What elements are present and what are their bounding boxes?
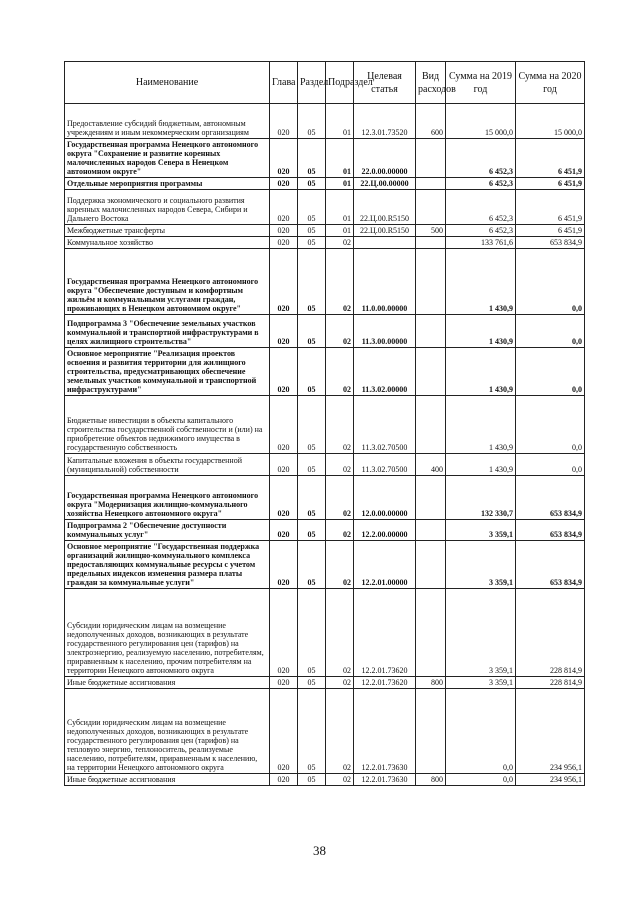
row-sum-2020: 653 834,9 bbox=[516, 520, 585, 541]
col-header-sum-2019: Сумма на 2019 год bbox=[446, 62, 516, 104]
table-row bbox=[65, 774, 585, 786]
row-target-article: 12.2.01.73620 bbox=[354, 589, 416, 677]
row-section: 05 bbox=[298, 178, 326, 190]
row-sum-2020: 6 451,9 bbox=[516, 139, 585, 178]
row-sum-2019: 0,0 bbox=[446, 689, 516, 774]
row-section: 05 bbox=[298, 589, 326, 677]
row-sum-2019: 6 452,3 bbox=[446, 139, 516, 178]
row-section: 05 bbox=[298, 104, 326, 139]
row-chapter: 020 bbox=[270, 139, 298, 178]
row-section: 05 bbox=[298, 190, 326, 225]
row-section: 05 bbox=[298, 454, 326, 476]
row-target-article: 12.2.01.73630 bbox=[354, 774, 416, 786]
row-section: 05 bbox=[298, 139, 326, 178]
row-sum-2020: 228 814,9 bbox=[516, 589, 585, 677]
row-subsection: 01 bbox=[326, 104, 354, 139]
row-chapter: 020 bbox=[270, 396, 298, 454]
table-body bbox=[65, 104, 585, 786]
row-expense-type: 800 bbox=[416, 677, 446, 689]
row-sum-2020: 0,0 bbox=[516, 348, 585, 396]
page-number: 38 bbox=[313, 843, 326, 858]
col-header-subsection: Подраздел bbox=[326, 62, 354, 104]
row-chapter: 020 bbox=[270, 104, 298, 139]
row-subsection: 01 bbox=[326, 178, 354, 190]
row-sum-2019: 1 430,9 bbox=[446, 454, 516, 476]
table-row bbox=[65, 178, 585, 190]
row-expense-type bbox=[416, 589, 446, 677]
budget-table bbox=[64, 61, 585, 786]
row-chapter: 020 bbox=[270, 454, 298, 476]
row-chapter: 020 bbox=[270, 677, 298, 689]
row-target-article: 12.3.01.73520 bbox=[354, 104, 416, 139]
row-expense-type bbox=[416, 348, 446, 396]
row-sum-2019: 1 430,9 bbox=[446, 315, 516, 348]
row-section: 05 bbox=[298, 476, 326, 520]
row-sum-2020: 234 956,1 bbox=[516, 774, 585, 786]
table-header-row bbox=[65, 62, 585, 104]
row-sum-2019: 3 359,1 bbox=[446, 541, 516, 589]
row-chapter: 020 bbox=[270, 249, 298, 315]
row-name: Государственная программа Ненецкого автономного округа "Обеспечение доступным и комфортным жильём и коммунальными услугами граждан, проживающих в Ненецком автономном округе" bbox=[65, 249, 270, 315]
row-sum-2020: 653 834,9 bbox=[516, 237, 585, 249]
row-target-article: 11.0.00.00000 bbox=[354, 249, 416, 315]
table-row bbox=[65, 454, 585, 476]
table-row bbox=[65, 689, 585, 774]
col-header-chapter: Глава bbox=[270, 62, 298, 104]
row-subsection: 02 bbox=[326, 237, 354, 249]
row-subsection: 02 bbox=[326, 520, 354, 541]
row-section: 05 bbox=[298, 677, 326, 689]
row-section: 05 bbox=[298, 225, 326, 237]
col-header-name: Наименование bbox=[65, 62, 270, 104]
row-sum-2020: 15 000,0 bbox=[516, 104, 585, 139]
table-row bbox=[65, 677, 585, 689]
row-name: Иные бюджетные ассигнования bbox=[65, 774, 270, 786]
table-row bbox=[65, 396, 585, 454]
row-expense-type bbox=[416, 541, 446, 589]
row-target-article: 11.3.02.70500 bbox=[354, 396, 416, 454]
row-target-article: 22.Ц.00.R5150 bbox=[354, 190, 416, 225]
row-target-article: 12.0.00.00000 bbox=[354, 476, 416, 520]
row-sum-2019: 15 000,0 bbox=[446, 104, 516, 139]
row-expense-type bbox=[416, 396, 446, 454]
row-name: Подпрограмма 3 "Обеспечение земельных участков коммунальной и транспортной инфраструктурами в целях жилищного строительства" bbox=[65, 315, 270, 348]
row-target-article: 11.3.02.70500 bbox=[354, 454, 416, 476]
row-expense-type bbox=[416, 237, 446, 249]
row-target-article: 11.3.02.00000 bbox=[354, 348, 416, 396]
row-sum-2019: 6 452,3 bbox=[446, 178, 516, 190]
row-subsection: 02 bbox=[326, 774, 354, 786]
row-sum-2019: 3 359,1 bbox=[446, 520, 516, 541]
row-section: 05 bbox=[298, 249, 326, 315]
row-subsection: 02 bbox=[326, 454, 354, 476]
table-row bbox=[65, 589, 585, 677]
row-sum-2020: 0,0 bbox=[516, 249, 585, 315]
row-expense-type: 400 bbox=[416, 454, 446, 476]
row-subsection: 01 bbox=[326, 225, 354, 237]
row-sum-2019: 1 430,9 bbox=[446, 249, 516, 315]
row-subsection: 02 bbox=[326, 348, 354, 396]
row-name: Подпрограмма 2 "Обеспечение доступности коммунальных услуг" bbox=[65, 520, 270, 541]
row-sum-2019: 1 430,9 bbox=[446, 348, 516, 396]
row-sum-2019: 132 330,7 bbox=[446, 476, 516, 520]
row-sum-2019: 1 430,9 bbox=[446, 396, 516, 454]
row-name: Государственная программа Ненецкого автономного округа "Модернизация жилищно-коммунального хозяйства Ненецкого автономного округа" bbox=[65, 476, 270, 520]
row-expense-type bbox=[416, 139, 446, 178]
row-section: 05 bbox=[298, 348, 326, 396]
row-target-article: 12.2.01.73620 bbox=[354, 677, 416, 689]
row-subsection: 02 bbox=[326, 589, 354, 677]
row-target-article: 11.3.00.00000 bbox=[354, 315, 416, 348]
row-name: Основное мероприятие "Реализация проектов освоения и развития территории для жилищного строительства, предусматривающих обеспечение земельных участков коммунальной и транспортной инфраструктурами" bbox=[65, 348, 270, 396]
row-section: 05 bbox=[298, 689, 326, 774]
row-sum-2020: 234 956,1 bbox=[516, 689, 585, 774]
row-sum-2019: 0,0 bbox=[446, 774, 516, 786]
row-name: Предоставление субсидий бюджетным, автономным учреждениям и иным некоммерческим организациям bbox=[65, 104, 270, 139]
row-expense-type bbox=[416, 178, 446, 190]
row-subsection: 02 bbox=[326, 541, 354, 589]
row-name: Межбюджетные трансферты bbox=[65, 225, 270, 237]
table-row bbox=[65, 139, 585, 178]
row-chapter: 020 bbox=[270, 476, 298, 520]
row-expense-type: 500 bbox=[416, 225, 446, 237]
row-chapter: 020 bbox=[270, 589, 298, 677]
row-name: Капитальные вложения в объекты государственной (муниципальной) собственности bbox=[65, 454, 270, 476]
row-name: Основное мероприятие "Государственная поддержка организаций жилищно-коммунального комплекса предоставляющих коммунальные ресурсы с учетом предельных индексов изменения размера платы граждан за коммунальные услуги" bbox=[65, 541, 270, 589]
row-chapter: 020 bbox=[270, 541, 298, 589]
table-row bbox=[65, 476, 585, 520]
row-section: 05 bbox=[298, 396, 326, 454]
row-name: Бюджетные инвестиции в объекты капитального строительства государственной собственности и (или) на приобретение объектов недвижимого имущества в государственную собственность bbox=[65, 396, 270, 454]
row-name: Коммунальное хозяйство bbox=[65, 237, 270, 249]
row-expense-type bbox=[416, 520, 446, 541]
row-expense-type bbox=[416, 249, 446, 315]
row-section: 05 bbox=[298, 237, 326, 249]
row-subsection: 02 bbox=[326, 249, 354, 315]
row-name: Субсидии юридическим лицам на возмещение недополученных доходов, возникающих в результате государственного регулирования цен (тарифов) на электроэнергию, реализуемую населению, потребителям, приравненным к населению, прочим потребителям на территории Ненецкого автономного округа bbox=[65, 589, 270, 677]
row-expense-type: 800 bbox=[416, 774, 446, 786]
row-chapter: 020 bbox=[270, 348, 298, 396]
row-chapter: 020 bbox=[270, 774, 298, 786]
row-section: 05 bbox=[298, 520, 326, 541]
row-sum-2019: 3 359,1 bbox=[446, 589, 516, 677]
row-expense-type bbox=[416, 689, 446, 774]
row-subsection: 02 bbox=[326, 315, 354, 348]
row-name: Поддержка экономического и социального развития коренных малочисленных народов Севера, Сибири и Дальнего Востока bbox=[65, 190, 270, 225]
row-chapter: 020 bbox=[270, 315, 298, 348]
row-sum-2020: 0,0 bbox=[516, 454, 585, 476]
col-header-section: Раздел bbox=[298, 62, 326, 104]
row-name: Субсидии юридическим лицам на возмещение недополученных доходов, возникающих в результате государственного регулирования цен (тарифов) на тепловую энергию, теплоноситель, реализуемые населению, потребителям, приравненным к населению, на территории Ненецкого автономного округа bbox=[65, 689, 270, 774]
row-chapter: 020 bbox=[270, 178, 298, 190]
row-subsection: 02 bbox=[326, 396, 354, 454]
row-chapter: 020 bbox=[270, 237, 298, 249]
row-section: 05 bbox=[298, 541, 326, 589]
row-subsection: 02 bbox=[326, 476, 354, 520]
row-expense-type bbox=[416, 476, 446, 520]
table-row bbox=[65, 249, 585, 315]
table-row bbox=[65, 541, 585, 589]
table-row bbox=[65, 190, 585, 225]
row-chapter: 020 bbox=[270, 689, 298, 774]
row-sum-2020: 6 451,9 bbox=[516, 225, 585, 237]
row-subsection: 01 bbox=[326, 139, 354, 178]
row-expense-type bbox=[416, 315, 446, 348]
row-expense-type: 600 bbox=[416, 104, 446, 139]
row-sum-2019: 6 452,3 bbox=[446, 225, 516, 237]
table-row bbox=[65, 225, 585, 237]
row-target-article: 22.Ц.00.R5150 bbox=[354, 225, 416, 237]
row-target-article: 12.2.01.73630 bbox=[354, 689, 416, 774]
row-target-article: 22.Ц.00.00000 bbox=[354, 178, 416, 190]
row-target-article: 12.2.01.00000 bbox=[354, 541, 416, 589]
row-target-article: 22.0.00.00000 bbox=[354, 139, 416, 178]
row-sum-2020: 6 451,9 bbox=[516, 178, 585, 190]
col-header-expense-type: Вид расходов bbox=[416, 62, 446, 104]
row-name: Отдельные мероприятия программы bbox=[65, 178, 270, 190]
col-header-sum-2020: Сумма на 2020 год bbox=[516, 62, 585, 104]
row-name: Государственная программа Ненецкого автономного округа "Сохранение и развитие коренных малочисленных народов Севера в Ненецком автономном округе" bbox=[65, 139, 270, 178]
row-chapter: 020 bbox=[270, 520, 298, 541]
table-row bbox=[65, 315, 585, 348]
table-row bbox=[65, 104, 585, 139]
row-sum-2020: 653 834,9 bbox=[516, 541, 585, 589]
row-sum-2019: 133 761,6 bbox=[446, 237, 516, 249]
row-target-article bbox=[354, 237, 416, 249]
row-subsection: 02 bbox=[326, 677, 354, 689]
table-row bbox=[65, 348, 585, 396]
row-section: 05 bbox=[298, 315, 326, 348]
row-target-article: 12.2.00.00000 bbox=[354, 520, 416, 541]
table-row bbox=[65, 237, 585, 249]
row-sum-2019: 6 452,3 bbox=[446, 190, 516, 225]
row-sum-2020: 0,0 bbox=[516, 396, 585, 454]
row-sum-2020: 0,0 bbox=[516, 315, 585, 348]
row-sum-2020: 228 814,9 bbox=[516, 677, 585, 689]
row-sum-2019: 3 359,1 bbox=[446, 677, 516, 689]
row-chapter: 020 bbox=[270, 225, 298, 237]
row-subsection: 02 bbox=[326, 689, 354, 774]
table-row bbox=[65, 520, 585, 541]
row-subsection: 01 bbox=[326, 190, 354, 225]
row-chapter: 020 bbox=[270, 190, 298, 225]
row-section: 05 bbox=[298, 774, 326, 786]
row-sum-2020: 653 834,9 bbox=[516, 476, 585, 520]
row-expense-type bbox=[416, 190, 446, 225]
row-name: Иные бюджетные ассигнования bbox=[65, 677, 270, 689]
col-header-target-article: Целевая статья bbox=[354, 62, 416, 104]
row-sum-2020: 6 451,9 bbox=[516, 190, 585, 225]
